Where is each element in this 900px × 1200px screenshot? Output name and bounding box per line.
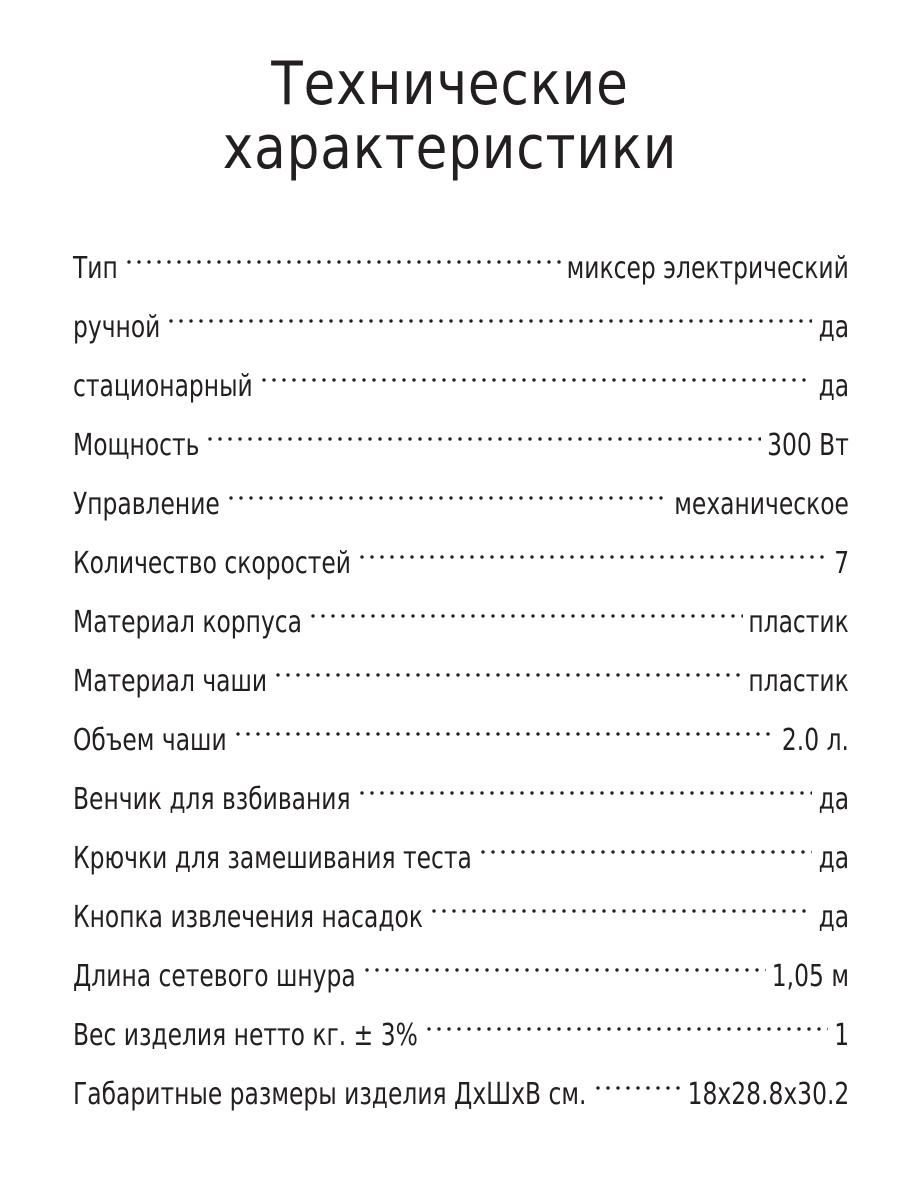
spec-value: 7 — [834, 546, 849, 581]
dot-leader — [233, 700, 776, 750]
spec-value: да — [818, 369, 849, 404]
spec-value: да — [818, 841, 849, 876]
spec-row-whisk — [73, 759, 849, 818]
dot-leader — [273, 641, 742, 691]
spec-row-eject-button — [73, 877, 849, 936]
spec-label: Количество скоростей — [73, 546, 351, 581]
spec-label: Вес изделия нетто кг. ± 3% — [73, 1018, 418, 1053]
spec-label: ручной — [73, 310, 161, 345]
dot-leader — [226, 464, 669, 514]
spec-label: Тип — [73, 251, 118, 286]
spec-label: Мощность — [73, 428, 200, 463]
dot-leader — [308, 582, 743, 632]
spec-value: миксер электрический — [566, 251, 849, 286]
spec-label: стационарный — [73, 369, 253, 404]
dot-leader — [593, 1054, 682, 1104]
spec-value: пластик — [748, 664, 849, 699]
spec-row-stationary — [73, 346, 849, 405]
spec-value: 18x28.8x30.2 — [687, 1077, 849, 1112]
spec-label: Венчик для взбивания — [73, 782, 351, 817]
spec-label: Крючки для замешивания теста — [73, 841, 472, 876]
spec-list — [73, 228, 849, 1113]
spec-row-handheld — [73, 287, 849, 346]
spec-row-dough-hooks — [73, 818, 849, 877]
spec-label: Материал чаши — [73, 664, 268, 699]
dot-leader — [429, 877, 813, 927]
spec-row-type — [73, 228, 849, 287]
spec-label: Длина сетевого шнура — [73, 959, 356, 994]
spec-value: 1,05 м — [771, 959, 849, 994]
dot-leader — [424, 995, 828, 1045]
page-title — [0, 49, 900, 183]
spec-label: Материал корпуса — [73, 605, 303, 640]
dot-leader — [166, 287, 812, 337]
spec-value: 300 Вт — [767, 428, 849, 463]
spec-value: 2.0 л. — [781, 723, 849, 758]
spec-value: механическое — [674, 487, 849, 522]
dot-leader — [259, 346, 813, 396]
spec-row-body-material — [73, 582, 849, 641]
spec-value: пластик — [748, 605, 849, 640]
title-line-2: характеристики — [222, 113, 678, 183]
dot-leader — [205, 405, 761, 455]
spec-row-cord-length — [73, 936, 849, 995]
spec-value: да — [818, 310, 849, 345]
spec-row-bowl-volume — [73, 700, 849, 759]
spec-label: Управление — [73, 487, 220, 522]
spec-row-power — [73, 405, 849, 464]
dot-leader — [362, 936, 766, 986]
dot-leader — [357, 759, 813, 809]
spec-value: да — [818, 900, 849, 935]
spec-label: Габаритные размеры изделия ДхШхВ см. — [73, 1077, 587, 1112]
title-line-1: Технические — [271, 49, 629, 119]
dot-leader — [478, 818, 813, 868]
spec-row-bowl-material — [73, 641, 849, 700]
spec-label: Кнопка извлечения насадок — [73, 900, 423, 935]
spec-row-dimensions — [73, 1054, 849, 1113]
spec-value: да — [818, 782, 849, 817]
dot-leader — [124, 228, 561, 278]
spec-row-net-weight — [73, 995, 849, 1054]
spec-value: 1 — [834, 1018, 849, 1053]
spec-row-speeds — [73, 523, 849, 582]
spec-row-control — [73, 464, 849, 523]
spec-label: Объем чаши — [73, 723, 227, 758]
dot-leader — [357, 523, 828, 573]
